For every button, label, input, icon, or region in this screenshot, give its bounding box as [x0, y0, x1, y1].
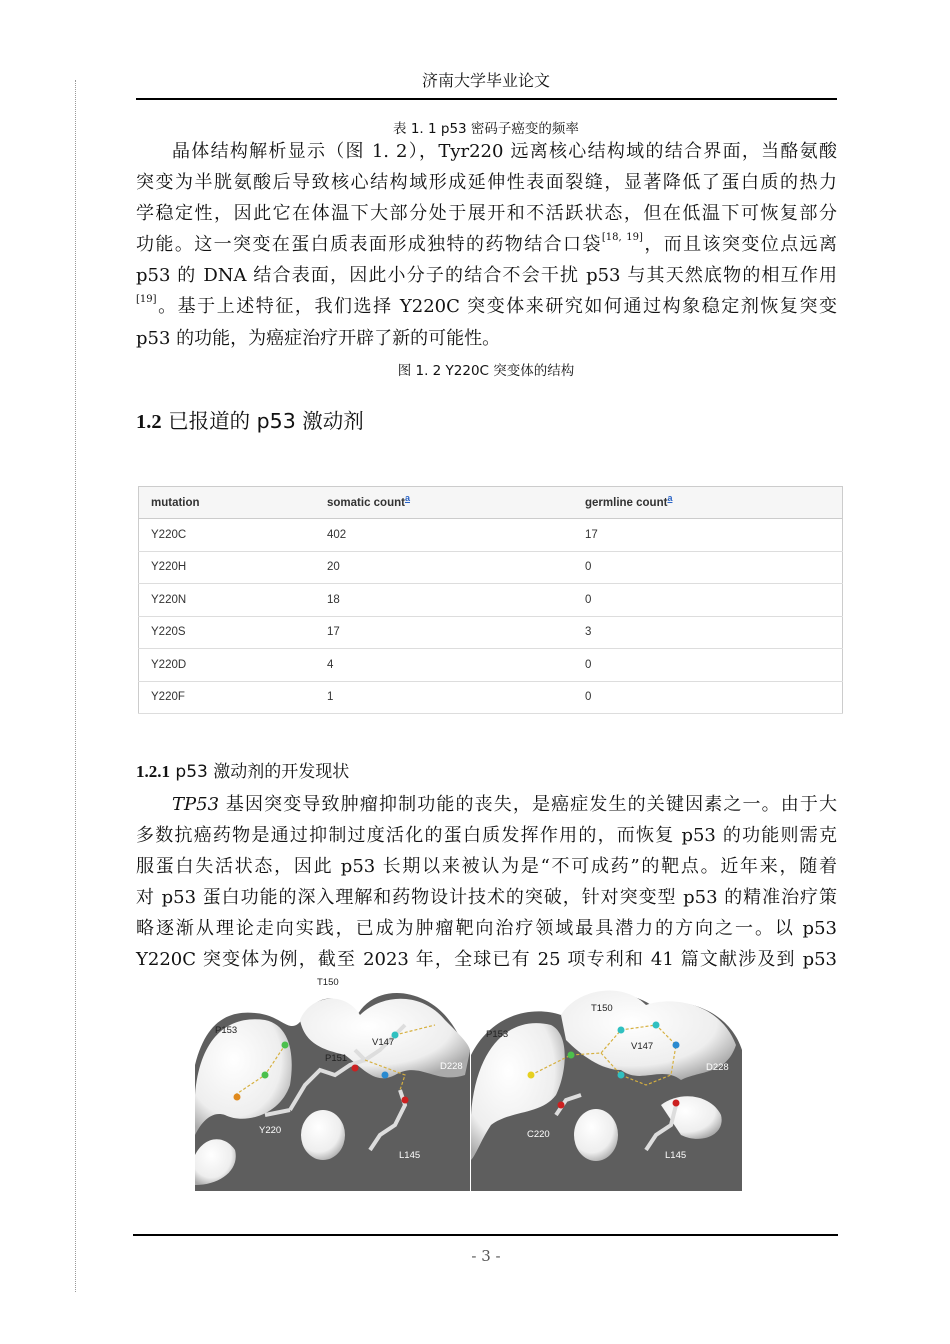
somatic-count-cell: 1 [315, 681, 573, 714]
column-header: somatic count$^a$ [315, 487, 573, 519]
footnote-link[interactable]: a [404, 492, 410, 503]
germline-count-cell: 3 [573, 616, 843, 649]
table-header-row [139, 487, 843, 519]
column-header: mutation [139, 487, 316, 519]
table-row [139, 551, 843, 584]
text-line: 服蛋白失活状态，因此 p53 长期以来被认为是“不可成药”的靶点。近年来，随着 [136, 856, 837, 878]
footer-rule [133, 1234, 838, 1236]
residue-label: P151 [325, 1053, 348, 1064]
text-line: Y220C 突变体为例，截至 2023 年，全球已有 25 项专利和 41 篇文献涉及到 p53 [136, 949, 837, 971]
text-line: p53 的 DNA 结合表面，因此小分子的结合不会干扰 p53 与其天然底物的相互作用 [136, 265, 837, 287]
paragraph-y220c-structure [136, 136, 837, 354]
germline-count-cell: 0 [573, 551, 843, 584]
somatic-count-cell: 4 [315, 649, 573, 682]
table-row [139, 681, 843, 714]
text-line: 对 p53 蛋白功能的深入理解和药物设计技术的突破，针对突变型 p53 的精准治疗策 [136, 887, 837, 909]
mutation-cell: Y220C [139, 519, 316, 552]
text-line: 晶体结构解析显示（图 1. 2），Tyr220 远离核心结构域的结合界面，当酪氨酸 [172, 141, 837, 162]
mutation-cell: Y220S [139, 616, 316, 649]
mutation-cell: Y220D [139, 649, 316, 682]
footnote-link[interactable]: a [667, 492, 673, 503]
header-rule [136, 98, 837, 100]
somatic-count-cell: 18 [315, 584, 573, 617]
germline-count-cell: 17 [573, 519, 843, 552]
residue-label: T150 [317, 977, 339, 988]
text-line: 略逐渐从理论走向实践，已成为肿瘤靶向治疗领域最具潜力的方向之一。以 p53 [136, 918, 837, 940]
mutation-cell: Y220H [139, 551, 316, 584]
text-line: p53 的功能，为癌症治疗开辟了新的可能性。 [136, 327, 501, 349]
residue-label: V147 [631, 1041, 654, 1052]
subsection-heading [136, 757, 349, 782]
text-line [136, 291, 837, 322]
gene-name: TP53 [172, 794, 220, 815]
residue-label: L145 [399, 1150, 421, 1161]
subsection-number: 1.2.1 [136, 762, 170, 781]
table-row [139, 649, 843, 682]
y220c-structure-figure [195, 975, 742, 1191]
paragraph-p53-agonists [136, 789, 837, 976]
table-row [139, 616, 843, 649]
residue-label: P153 [486, 1029, 509, 1040]
section-number: 1.2 [136, 411, 162, 433]
residue-label: C220 [527, 1129, 550, 1140]
somatic-count-cell: 20 [315, 551, 573, 584]
germline-count-cell: 0 [573, 584, 843, 617]
text-line [136, 789, 837, 820]
text-line: 多数抗癌药物是通过抑制过度活化的蛋白质发挥作用的，而恢复 p53 的功能则需克 [136, 825, 837, 847]
text: 基因突变导致肿瘤抑制功能的丧失，是癌症发生的关键因素之一。由于大 [219, 794, 837, 815]
mutation-cell: Y220F [139, 681, 316, 714]
section-title: 已报道的 p53 激动剂 [168, 409, 364, 433]
text-line [136, 229, 837, 260]
table-row [139, 584, 843, 617]
right-panel [471, 991, 742, 1191]
text-line: 突变为半胱氨酸后导致核心结构域形成延伸性表面裂缝，显著降低了蛋白质的热力 [136, 172, 837, 194]
somatic-count-cell: 402 [315, 519, 573, 552]
residue-label: D228 [706, 1062, 729, 1073]
subsection-title: p53 激动剂的开发现状 [175, 762, 350, 782]
germline-count-cell: 0 [573, 681, 843, 714]
text-line: 学稳定性，因此它在体温下大部分处于展开和不活跃状态，但在低温下可恢复部分 [136, 203, 837, 225]
residue-label: D228 [440, 1061, 463, 1072]
residue-label: T150 [591, 1003, 613, 1014]
residue-label: Y220 [259, 1125, 282, 1136]
somatic-count-cell: 17 [315, 616, 573, 649]
text: 功能。这一突变在蛋白质表面形成独特的药物结合口袋 [136, 234, 602, 256]
table-caption: 表 1. 1 p53 密码子癌变的频率 [393, 121, 579, 137]
table-row [139, 519, 843, 552]
citation: [18, 19] [601, 232, 643, 244]
text: ，而且该突变位点远离 [642, 234, 838, 256]
germline-count-cell: 0 [573, 649, 843, 682]
residue-label: V147 [372, 1037, 395, 1048]
running-header: 济南大学毕业论文 [421, 71, 550, 90]
page-number: - 3 - [471, 1247, 501, 1265]
citation: [19] [136, 294, 157, 306]
residue-label: L145 [665, 1150, 687, 1161]
figure-caption: 图 1. 2 Y220C 突变体的结构 [397, 363, 575, 379]
mutation-cell: Y220N [139, 584, 316, 617]
margin-guide [75, 80, 76, 1292]
mutation-frequency-table [138, 486, 843, 714]
text: 。基于上述特征，我们选择 Y220C 突变体来研究如何通过构象稳定剂恢复突变 [156, 296, 837, 318]
residue-label: P153 [215, 1025, 238, 1036]
section-heading [136, 404, 364, 434]
column-header: germline count$^a$ [573, 487, 843, 519]
